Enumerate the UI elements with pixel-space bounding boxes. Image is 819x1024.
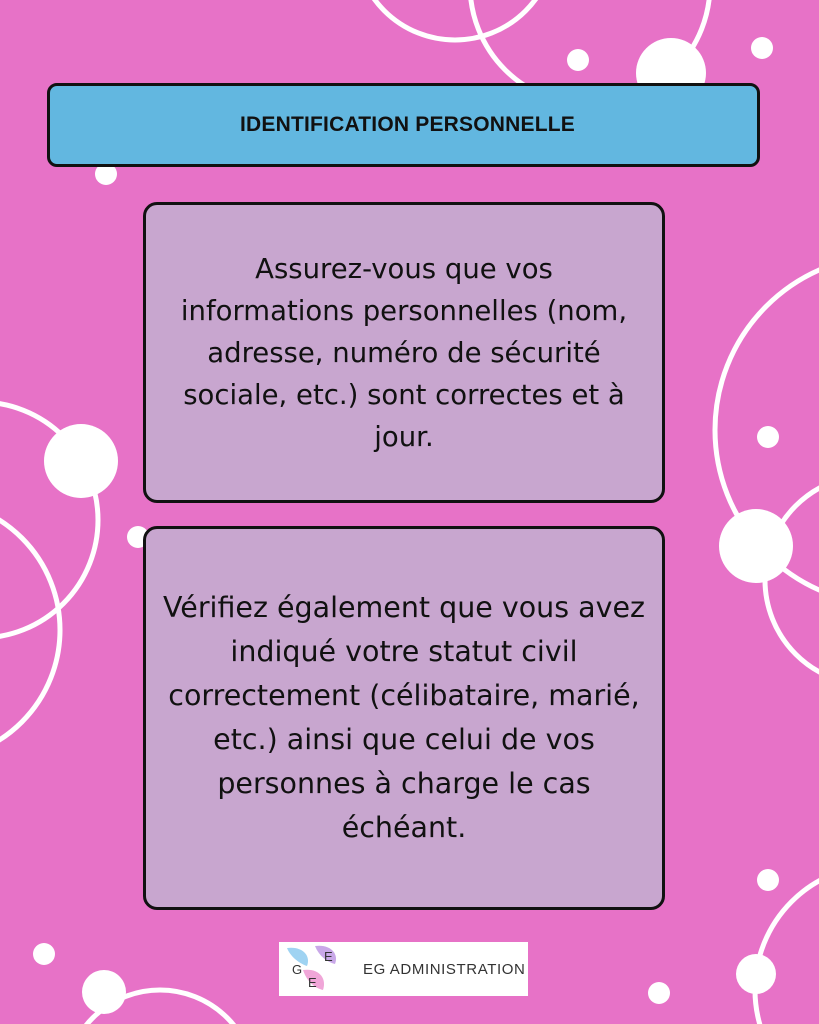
deco-dot xyxy=(44,424,118,498)
brand-logo xyxy=(279,942,528,996)
svg-text:E: E xyxy=(308,975,317,990)
card-text xyxy=(181,248,627,458)
deco-dot xyxy=(648,982,670,1004)
deco-ring xyxy=(355,0,555,40)
card-text-line: sociale, etc.) sont correctes et à xyxy=(183,378,625,411)
deco-ring xyxy=(0,500,60,760)
card-text-line: échéant. xyxy=(341,811,467,844)
svg-text:G: G xyxy=(292,962,303,977)
deco-dot xyxy=(567,49,589,71)
info-card-personal-details xyxy=(143,202,665,503)
deco-ring xyxy=(765,475,819,685)
page-title: IDENTIFICATION PERSONNELLE xyxy=(240,113,575,136)
deco-dot xyxy=(736,954,776,994)
info-card-civil-status xyxy=(143,526,665,910)
card-text-line: jour. xyxy=(374,420,434,453)
deco-dot xyxy=(33,943,55,965)
brand-name: EG ADMINISTRATION xyxy=(363,960,526,978)
card-text-line: adresse, numéro de sécurité xyxy=(207,336,601,369)
card-text-line: informations personnelles (nom, xyxy=(180,294,628,327)
deco-dot xyxy=(82,970,126,1014)
logo-mark-icon xyxy=(281,942,343,996)
svg-text:E: E xyxy=(324,949,333,964)
title-banner xyxy=(47,83,760,167)
card-text-line: correctement (célibataire, marié, xyxy=(168,679,640,712)
deco-dot xyxy=(757,426,779,448)
card-text-line: personnes à charge le cas xyxy=(217,767,591,800)
card-text-line: indiqué votre statut civil xyxy=(230,635,578,668)
card-text-line: Assurez-vous que vos xyxy=(255,252,553,285)
card-text-line: etc.) ainsi que celui de vos xyxy=(213,723,595,756)
deco-dot xyxy=(719,509,793,583)
deco-dot xyxy=(757,869,779,891)
deco-dot xyxy=(751,37,773,59)
card-text xyxy=(163,586,645,850)
card-text-line: Vérifiez également que vous avez xyxy=(163,591,645,624)
